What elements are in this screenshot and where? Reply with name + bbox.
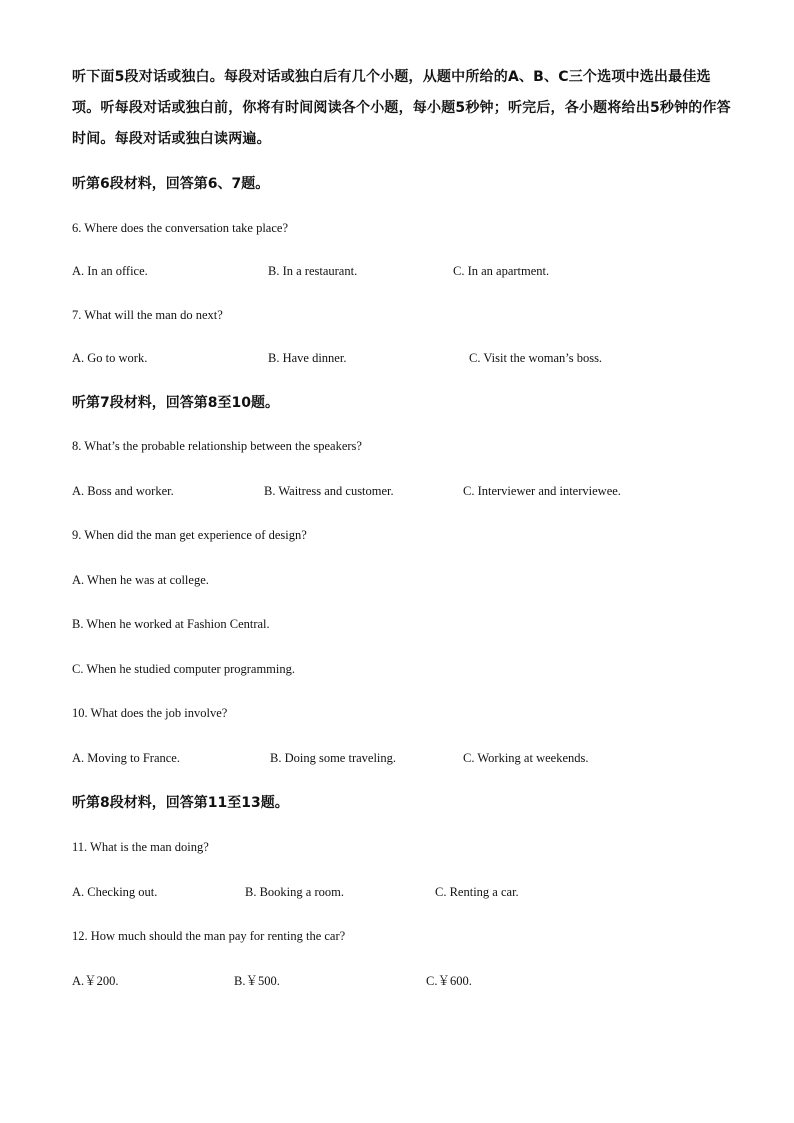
section-heading-1: 听第6段材料，回答第6、7题。 (72, 176, 270, 192)
question-12-option-c: C.￥600. (426, 974, 472, 988)
section-heading-2: 听第7段材料，回答第8至10题。 (72, 395, 279, 411)
question-6: 6. Where does the conversation take place? (72, 221, 288, 235)
question-9-option-a: A. When he was at college. (72, 573, 209, 587)
question-7-option-c: C. Visit the woman’s boss. (469, 351, 603, 365)
question-7-option-b: B. Have dinner. (268, 351, 347, 365)
question-7-option-a: A. Go to work. (72, 351, 148, 365)
question-12-option-a: A.￥200. (72, 974, 119, 988)
question-9: 9. When did the man get experience of design? (72, 528, 307, 542)
question-7: 7. What will the man do next? (72, 308, 223, 322)
section-heading-3: 听第8段材料，回答第11至13题。 (72, 795, 289, 811)
question-6-option-c: C. In an apartment. (453, 264, 550, 278)
question-9-option-c: C. When he studied computer programming. (72, 662, 295, 676)
question-8-option-b: B. Waitress and customer. (264, 484, 394, 498)
question-6-option-a: A. In an office. (72, 264, 148, 278)
question-10-option-a: A. Moving to France. (72, 751, 180, 765)
question-6-option-b: B. In a restaurant. (268, 264, 358, 278)
question-10: 10. What does the job involve? (72, 706, 228, 720)
question-11-option-c: C. Renting a car. (435, 885, 519, 899)
question-11: 11. What is the man doing? (72, 840, 209, 854)
question-12: 12. How much should the man pay for renting the car? (72, 929, 346, 943)
question-11-option-b: B. Booking a room. (245, 885, 344, 899)
question-8-option-c: C. Interviewer and interviewee. (463, 484, 621, 498)
question-10-option-b: B. Doing some traveling. (270, 751, 397, 765)
instructions-paragraph: 听下面5段对话或独白。每段对话或独白后有几个小题，从题中所给的A、B、C三个选项中选出最佳选项。听每段对话或独白前，你将有时间阅读各个小题，每小题5秒钟；听完后，各小题将给出5秒钟的作答时间。每段对话或独白读两遍。 (72, 69, 731, 147)
question-9-option-b: B. When he worked at Fashion Central. (72, 617, 270, 631)
question-12-option-b: B.￥500. (234, 974, 280, 988)
question-8-option-a: A. Boss and worker. (72, 484, 174, 498)
question-10-option-c: C. Working at weekends. (463, 751, 589, 765)
question-8: 8. What’s the probable relationship between the speakers? (72, 439, 362, 453)
question-11-option-a: A. Checking out. (72, 885, 158, 899)
